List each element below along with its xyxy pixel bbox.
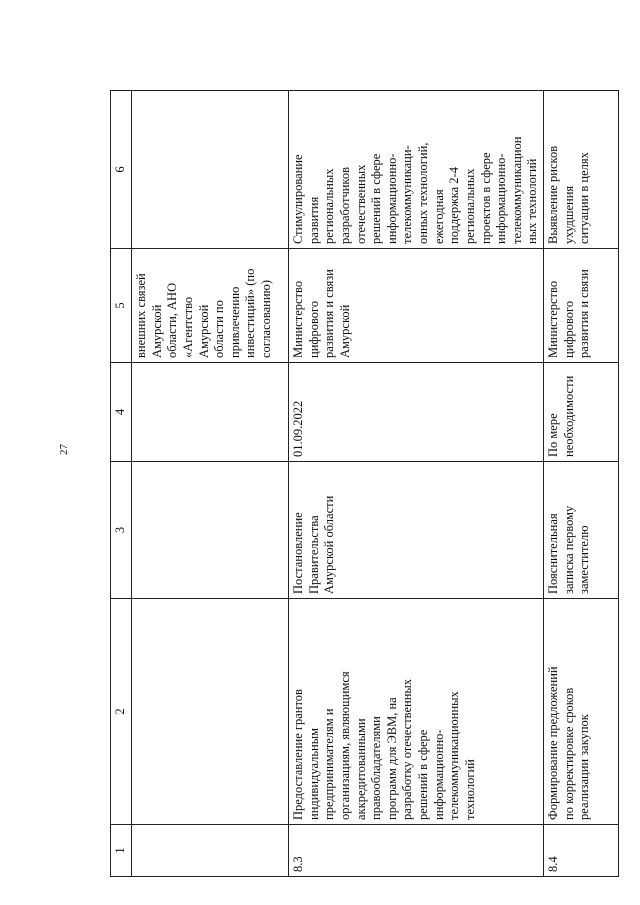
cell-executor: Министерство цифрового развития и связи — [544, 249, 619, 363]
cell-num: 8.4 — [544, 825, 619, 877]
cell-executor: внешних связей Амурской области, АНО «Агентство Амурской области по привлечению инвестиций» (по согласованию) — [132, 249, 289, 363]
page-number: 27 — [58, 444, 70, 455]
cell-result — [132, 91, 289, 249]
table-row-8-4 — [544, 91, 619, 877]
cell-date: По мере необходимости — [544, 363, 619, 462]
rotated-table-container — [110, 91, 592, 877]
cell-document — [132, 462, 289, 599]
cell-date — [132, 363, 289, 462]
cell-num — [132, 825, 289, 877]
header-row — [111, 91, 132, 877]
header-cell-4: 4 — [111, 363, 132, 462]
cell-result: Выявление рисков ухудшения ситуации в целях — [544, 91, 619, 249]
cell-num: 8.3 — [289, 825, 544, 877]
cell-result: Стимулирование развития региональных разработчиков отечественных решений в сфере информационно- телекоммуникаци- онных технологий, ежегодная поддержка 2-4 региональных проектов в сфере информационно- телекоммуникацион ных технологий — [289, 91, 544, 249]
cell-measure: Предоставление грантов индивидуальным предпринимателям и организациям, являющимся аккредитованными правообладателями программ для ЭВМ, на разработку отечественных решений в сфере информационно- телекоммуникационных технологий — [289, 599, 544, 825]
header-cell-5: 5 — [111, 249, 132, 363]
cell-document: Пояснительная записка первому заместителю — [544, 462, 619, 599]
table-row-continuation — [132, 91, 289, 877]
header-cell-1: 1 — [111, 825, 132, 877]
cell-measure: Формирование предложений по корректировке сроков реализации закупок — [544, 599, 619, 825]
cell-executor: Министерство цифрового развития и связи Амурской — [289, 249, 544, 363]
measures-table — [110, 90, 619, 877]
table-row-8-3 — [289, 91, 544, 877]
header-cell-2: 2 — [111, 599, 132, 825]
header-cell-3: 3 — [111, 462, 132, 599]
cell-document: Постановление Правительства Амурской области — [289, 462, 544, 599]
cell-date: 01.09.2022 — [289, 363, 544, 462]
header-cell-6: 6 — [111, 91, 132, 249]
cell-measure — [132, 599, 289, 825]
